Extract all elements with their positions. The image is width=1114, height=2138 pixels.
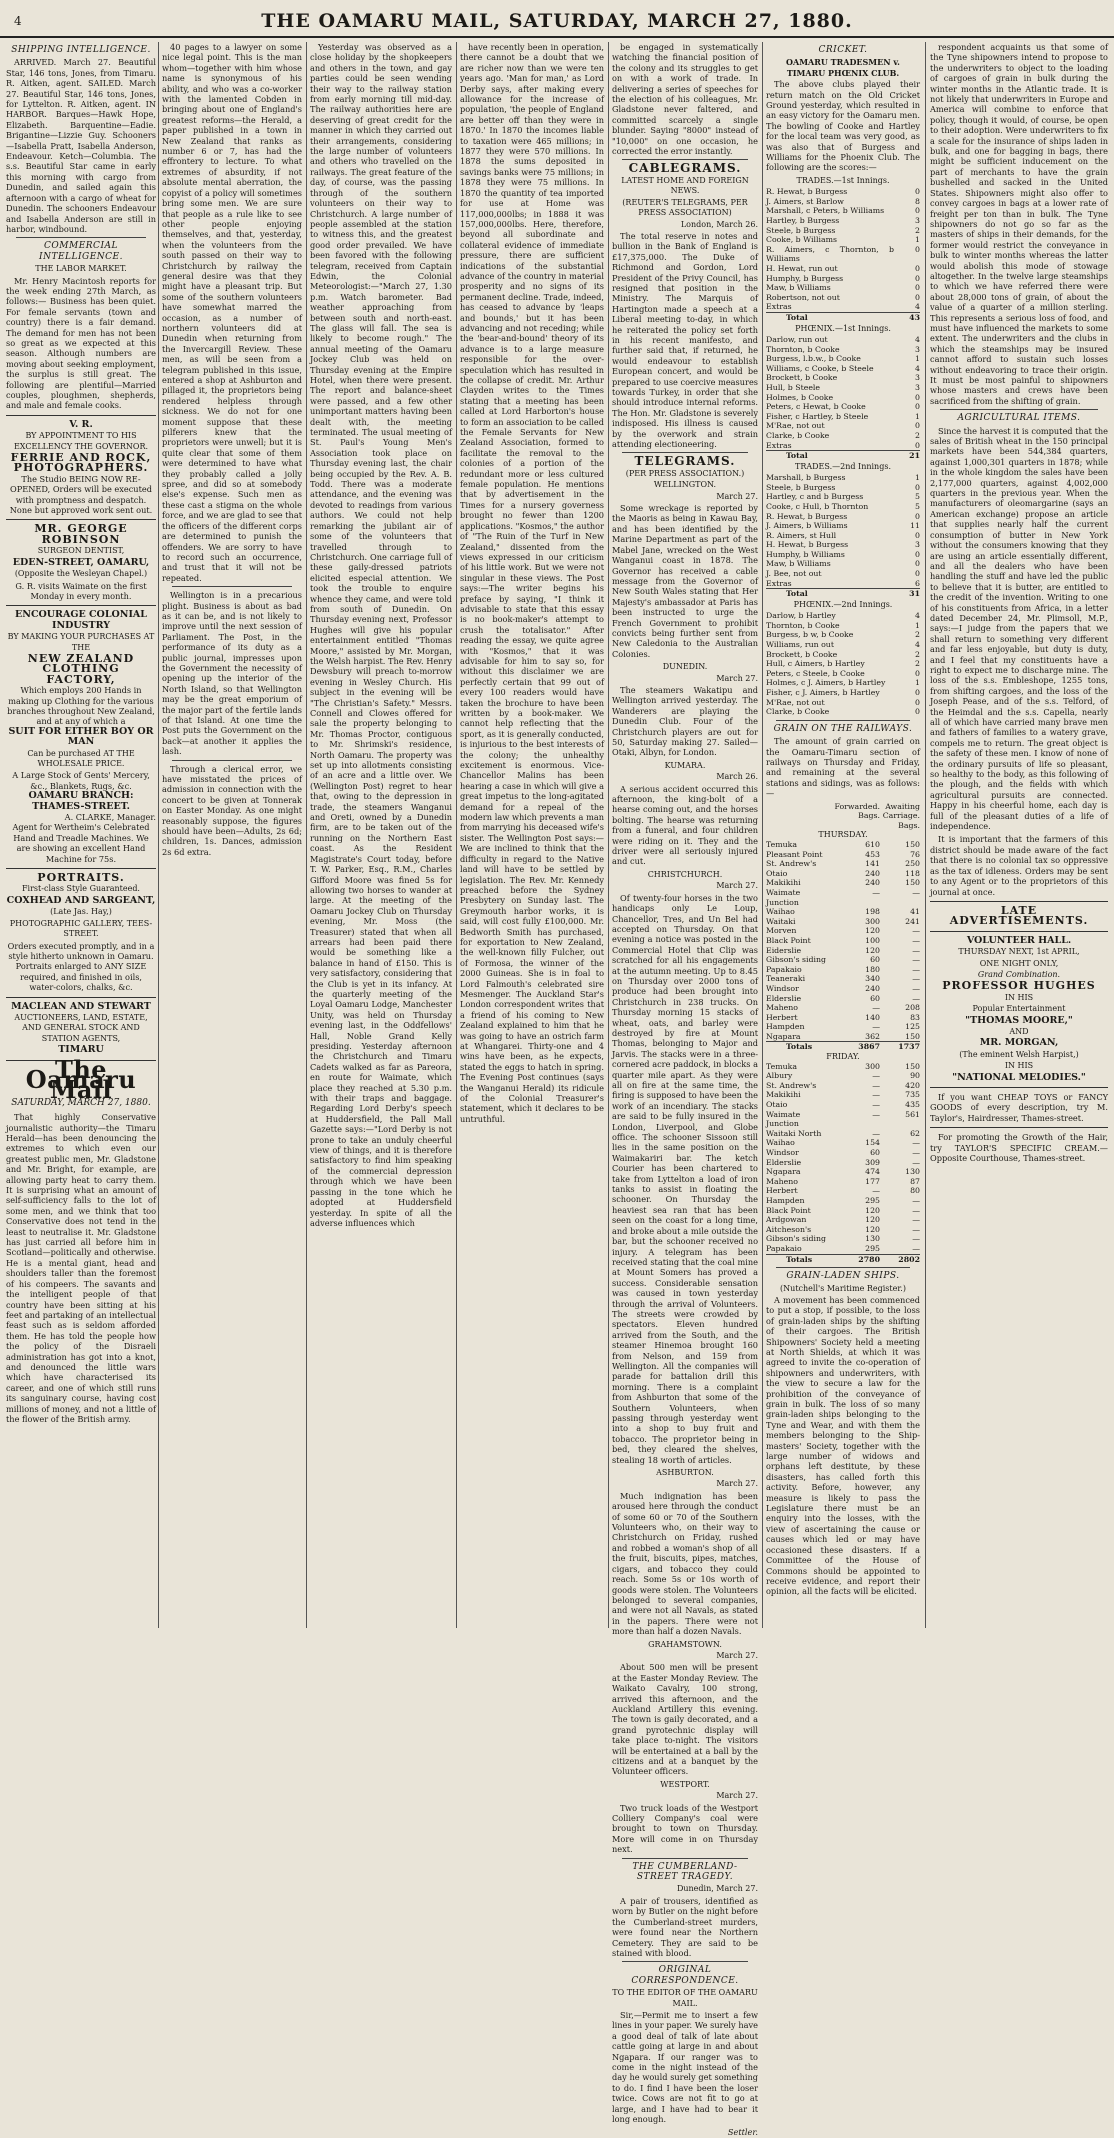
commercial-heading: COMMERCIAL INTELLIGENCE. <box>39 241 123 262</box>
scorecard-row: Extras 0 <box>766 440 920 450</box>
grain-row: Gibson's siding 130 — <box>766 1234 920 1244</box>
dunedin-body: The steamers Wakatipu and Wellington arrived yesterday. The Wanderers are playing the Dunedin Club. Four of the Christchurch players are out for 50, Saturday making 27. Sailed—Otaki, Albyn, for London. <box>612 684 758 758</box>
grain-row: Teaneraki 340 — <box>766 974 920 984</box>
leader-dateline: SATURDAY, MARCH 27, 1880. <box>11 1097 151 1108</box>
portraits-late: (Late Jas. Hay,) <box>50 907 112 917</box>
performer-name: PROFESSOR HUGHES <box>942 979 1096 993</box>
scorecard-table <box>766 335 920 461</box>
scorecard-row: R. Hewat, b Burgess 0 <box>766 187 920 197</box>
grain-row: Windsor 240 — <box>766 983 920 993</box>
scorecard-row: Darlow, b Hartley 4 <box>766 611 920 621</box>
scorecard-row: Holmes, b Cooke 0 <box>766 392 920 402</box>
column-rule <box>925 42 926 1628</box>
auctioneer-title: AUCTIONEERS, LAND, ESTATE, AND GENERAL STOCK AND STATION AGENTS, <box>14 1012 148 1043</box>
portraits-style: First-class Style Guaranteed. <box>22 884 140 894</box>
westport-heading: WESTPORT. <box>660 1779 710 1789</box>
clothing-body: Which employs 200 Hands in making up Clothing for the various branches throughout New Zealand, and at any of which a <box>7 685 155 727</box>
scorecard-row: Robertson, not out 0 <box>766 292 920 302</box>
grain-row: Ngapara 362 150 <box>766 1031 920 1041</box>
column-rule <box>306 42 307 1628</box>
divider <box>6 519 156 520</box>
entertainment-title: "THOMAS MOORE," <box>965 1014 1073 1026</box>
newspaper-flag: The Oamaru Mail <box>25 1054 137 1105</box>
ashburton-date: March 27. <box>716 1479 758 1489</box>
divider <box>930 931 1108 932</box>
divider <box>940 409 1098 410</box>
scorecard-row: Holmes, c J. Aimers, b Hartley 1 <box>766 678 920 688</box>
grain-row: Waihao 154 — <box>766 1138 920 1148</box>
grain-row: Temuka 300 150 <box>766 1061 920 1071</box>
tragedy-body: A pair of trousers, identified as worn by Butler on the night before the Cumberland-street murders, were found near the Northern Cemetery. They are said to be stained with blood. <box>612 1895 758 1958</box>
grain-row: Hampden 295 — <box>766 1195 920 1205</box>
dentist-title: SURGEON DENTIST, <box>37 546 125 556</box>
scorecard-row: Thornton, b Cooke 1 <box>766 620 920 630</box>
photographer-ad <box>6 420 156 516</box>
telegrams-heading: TELEGRAMS. <box>634 454 736 469</box>
dentist-name: MR. GEORGE ROBINSON <box>34 522 128 546</box>
scorecard-row: Peters, c Steele, b Cooke 0 <box>766 668 920 678</box>
news-continued: be engaged in systematically watching the financial position of the colony and its struggles to get on with a work of trade. In delivering a series of speeches for the election of his colleagues, Mr. Gladstone never faltered, and committed scarcely a single blunder. Saying "8000" instead of "10,000" on one occasion, he corrected the error instantly. <box>612 42 758 157</box>
column-4 <box>460 42 604 1628</box>
scorecard-row: Brockett, b Cooke 3 <box>766 373 920 383</box>
scorecard-row: Marshall, c Peters, b Williams 0 <box>766 206 920 216</box>
grain-row: Otaio 240 118 <box>766 868 920 878</box>
agricultural-body: Since the harvest it is computed that the sales of British wheat in the 150 principal markets have been 544,384 quarters, against 1,000,301 quarters in 1878; while in the whole kingdom the sales have been 2,177,000 quarters, against 4,002,000 quarters in the previous year. When the manufacturers of oleomargarine (says an American exchange) propose an article that supplies nearly half the current consumption of butter in New York without the consumers knowing that they are using an article essentially different, and all the dealers who have been handling the stuff and have led the public to believe that it is butter, are entitled to the credit of the invention. Writing to one of his constituents from Africa, in a letter dated December 24, Mr. Plimsoll, M.P., says:—I judge from the papers that we shall return to something very different and far less enjoyable, but duty is duty, and I feel that my constituents have a right to expect me to discharge mine. The loss of the s.s. Embleshope, 1255 tons, from shifting cargoes, and the loss of the Joseph Pease, and of the s.s. Telford, of the Heimdal and the s.s. Capella, nearly all of which have carried many brave men and fathers of families to a watery grave, compels me to return. The great object is the safety of these men. I know of none of the ordinary pursuits of life so pleasant, so healthy to the body, as this following of the plough, and the fields with which agricultural pursuits are connected. Happy in his cheerful home, each day is full of the pleasant duties of a life of independence. <box>930 425 1108 832</box>
royal-appointment: BY APPOINTMENT TO HIS EXCELLENCY THE GOVERNOR. <box>13 431 149 451</box>
scorecard-row: H. Hewat, b Burgess 3 <box>766 540 920 550</box>
scorecard-table <box>766 611 920 717</box>
grain-railways-heading: GRAIN ON THE RAILWAYS. <box>773 723 913 734</box>
divider <box>6 997 156 998</box>
wellington-body: Some wreckage is reported by the Maoris as being in Kawau Bay, and has been identified by the Marine Department as part of the Mabel Jane, wrecked on the West Wanganui coast in 1878. The Governor has received a cable message from the Governor of New South Wales stating that Her Majesty's ambassador at Paris has been instructed to urge the French Government to prohibit convicts being further sent from New Caledonia to the Australian Colonies. <box>612 503 758 659</box>
scorecard-row: Thornton, b Cooke 3 <box>766 344 920 354</box>
divider <box>622 1961 748 1962</box>
scorecard-row: Extras 6 <box>766 578 920 588</box>
scorecard-row: Humphy, b Williams 0 <box>766 549 920 559</box>
christchurch-date: March 27. <box>716 881 758 891</box>
toys-ad: If you want CHEAP TOYS or FANCY GOODS of every description, try M. Taylor's, Hairdresser, Thames-street. <box>930 1092 1108 1123</box>
ashburton-body: Much indignation has been aroused here through the conduct of some 60 or 70 of the Southern Volunteers who, on their way to Christchurch on Friday, rushed and robbed a woman's shop of all the fruit, biscuits, pipes, matches, cigars, and tobacco they could reach. Some 5s or 10s worth of goods were stolen. The Volunteers belonged to several companies, and were not all Navals, as stated in the papers. There were not more than half a dozen Navals. <box>612 1490 758 1637</box>
grain-row: Black Point 100 — <box>766 935 920 945</box>
agricultural-note: It is important that the farmers of this district should be made aware of the fact that there is no colonial tax so oppressive as the tax of idleness. Orders may be sent to any Agent or to the proprietors of this journal at once. <box>930 834 1108 897</box>
column-rule <box>158 42 159 1628</box>
grain-row: Papakaio 295 — <box>766 1243 920 1253</box>
grahamstown-heading: GRAHAMSTOWN. <box>648 1639 722 1649</box>
leader-body: That highly Conservative journalistic authority—the Timaru Herald—has been denouncing the extremes to which even our greatest public men, Mr. Gladstone and Mr. Bright, for example, are allowing party heat to carry them. It is surprising what an amount of self-sufficiency falls to the lot of some men, and we think that too Conservative does not tend in the least to neutralise it. Mr. Gladstone has just carried all before him in Scotland—politically and otherwise. He is a mental giant, head and shoulders taller than the foremost of his compeers. The savants and the intelligent people of that country have been sitting at his feet and partaking of an intellectual feast such as is seldom afforded them. He has told the people how the policy of the Disraeli administration has got into a knot, and denounced the little wars which have characterised its career, and one of which still runs its sanguinary course, having cost millions of money, and not a little of the flower of the British army. <box>6 1112 156 1424</box>
scorecard-row: Darlow, run out 4 <box>766 335 920 344</box>
scorecard-row: Hartley, c and b Burgess 5 <box>766 492 920 502</box>
column-3 <box>310 42 452 1628</box>
divider <box>172 760 292 761</box>
grain-row: Ardgowan 120 — <box>766 1215 920 1225</box>
grain-row: Hampden — 125 <box>766 1022 920 1032</box>
grain-row: Temuka 610 150 <box>766 840 920 849</box>
dentist-street: EDEN-STREET, OAMARU, <box>12 556 150 568</box>
scorecard-row: J. Bee, not out 0 <box>766 569 920 579</box>
grain-row: Maheno — 208 <box>766 1003 920 1013</box>
grain-row: Waihao 198 41 <box>766 907 920 917</box>
scorecard-row: Steele, b Burgess 0 <box>766 482 920 492</box>
scorecard-row: Extras 4 <box>766 302 920 312</box>
grain-row: St. Andrew's — 420 <box>766 1080 920 1090</box>
westport-date: March 27. <box>716 1791 758 1801</box>
grain-row: Waitaki 300 241 <box>766 916 920 926</box>
scorecard-row: Steele, b Burgess 2 <box>766 225 920 235</box>
divider <box>172 586 292 587</box>
divider <box>622 452 748 453</box>
grain-row: Aitcheson's 120 — <box>766 1224 920 1234</box>
grain-row: Elderslie 60 — <box>766 993 920 1003</box>
wellington-paragraph: Wellington is in a precarious plight. Business is about as bad as it can be, and is not likely to improve until the next session of Parliament. The Post, in the performance of its duty as a public journal, impresses upon the Government the necessity of opening up the interior of the North Island, so that Wellington may be the great emporium of the major part of the fertile lands of that Island. At one time the Post puts the Government on the back—at another it applies the lash. <box>162 590 302 757</box>
grain-ships-body: A movement has been commenced to put a stop, if possible, to the loss of grain-laden ships by the shifting of their cargoes. The British Shipowners' Society held a meeting at North Shields, at which it was agreed to invite the co-operation of shipowners and underwriters, with the view to secure a law for the prohibition of the conveyance of grain in bulk. The loss of so many grain-laden ships belonging to the Tyne and Wear, and with them the members belonging to the Ship-masters' Society, together with the large number of widows and orphans left destitute, by these disasters, has called forth this activity. Before, however, any measure is likely to pass the Legislature there must be an enquiry into the losses, with the view of ascertaining the cause or causes which led or may have occasioned these disasters. If a Committee of the House of Commons should be appointed to receive evidence, and report their opinion, all the facts will be elicited. <box>766 1294 920 1597</box>
grain-table: Forwarded. Bags. Awaiting Carriage. Bags. THURSDAY. Temuka 610 150 Pleasant Point 453 76 St. Andrew's 141 250 Otaio 240 118 Makikihi 240 150 Waimate Junction — — Waihao 198 41 Waitaki 300 241 Morven 120 — Black Point 100 — Eiderslie 120 — Gibson's siding 60 — Papakaio 180 — Teaneraki 340 — Windsor 240 — Elderslie 60 — Maheno — 208 Herbert 140 83 Hampden — 125 Ngapara 362 150 Totals 3867 1737 FRIDAY. Temuka 300 150 Albury — 90 St. Andrew's — 420 Makikihi — 735 Otaio — 435 Waimate Junction — 561 Waitaki North — 62 Waihao 154 — Windsor 60 — Elderslie 309 — Ngapara 474 130 Maheno 177 87 Herbert — 80 Hampden 295 — Black Point 120 — Ardgowan 120 — Aitcheson's 120 — Gibson's siding 130 — Papakaio 295 — Totals 2780 2802 <box>766 801 920 1264</box>
harpist-description: (The eminent Welsh Harpist,) <box>959 1049 1079 1059</box>
westport-body: Two truck loads of the Westport Colliery Company's coal were brought to town on Thursday. More will come in on Thursday next. <box>612 1802 758 1855</box>
grain-row: Black Point 120 — <box>766 1205 920 1215</box>
grain-row: St. Andrew's 141 250 <box>766 859 920 869</box>
cablegrams-dateline: London, March 26. <box>680 219 758 229</box>
clothing-suit: SUIT FOR EITHER BOY OR MAN <box>8 725 154 748</box>
auctioneer-town: TIMARU <box>58 1044 104 1056</box>
grahamstown-date: March 27. <box>716 1650 758 1660</box>
scorecard-row: Hartley, b Burgess 3 <box>766 216 920 226</box>
column-1 <box>6 42 156 1628</box>
error-paragraph: Through a clerical error, we have misstated the prices of admission in connection with the concert to be given at Tonnerak on Easter Monday. As one might reasonably suppose, the figures should have been—Adults, 2s 6d; children, 1s. Dances, admission 2s 6d extra. <box>162 763 302 857</box>
scorecard-row: Cooke, c Hull, b Thornton 5 <box>766 501 920 511</box>
column-7 <box>930 42 1108 1628</box>
dunedin-heading: DUNEDIN. <box>662 662 708 672</box>
divider <box>930 1087 1108 1088</box>
divider <box>16 237 146 238</box>
divider <box>930 901 1108 902</box>
cablegrams-subheading: LATEST HOME AND FOREIGN NEWS. <box>621 175 749 196</box>
venue: VOLUNTEER HALL. <box>966 934 1072 946</box>
grain-row: Papakaio 180 — <box>766 964 920 974</box>
grain-row: Windsor 60 — <box>766 1148 920 1157</box>
wellington-date: March 27. <box>716 491 758 501</box>
hair-cream-ad: For promoting the Growth of the Hair, try TAYLOR'S SPECIFIC CREAM.—Opposite Courthouse, Thames-street. <box>930 1132 1108 1164</box>
portraits-heading: PORTRAITS. <box>37 871 125 885</box>
grain-row: Gibson's siding 60 — <box>766 955 920 965</box>
scorecard-row: Burgess, b w, b Cooke 2 <box>766 630 920 640</box>
grain-railways-body: The amount of grain carried on the Oamaru-Timaru section of railways on Thursday and Friday, and remaining at the several stations and sidings, was as follows:— <box>766 736 920 799</box>
grain-row: Ngapara 474 130 <box>766 1167 920 1177</box>
grain-row: Herbert — 80 <box>766 1186 920 1196</box>
photographer-name: FERRIE AND ROCK, PHOTOGRAPHERS. <box>10 451 152 475</box>
innings-heading: PHŒNIX.—2nd Innings. <box>793 599 893 609</box>
grain-row: Otaio — 435 <box>766 1100 920 1110</box>
melodies-title: "NATIONAL MELODIES." <box>952 1071 1086 1083</box>
scorecard-row: Clarke, b Cooke 0 <box>766 707 920 717</box>
clothing-manager: A. CLARKE, Manager. <box>64 812 156 823</box>
divider <box>6 605 156 606</box>
column-rule <box>456 42 457 1628</box>
dentist-note: (Opposite the Wesleyan Chapel.) <box>14 569 148 579</box>
dentist-ad <box>6 524 156 601</box>
auctioneer-ad <box>6 1002 156 1056</box>
scorecard-row: Peters, c Hewat, b Cooke 0 <box>766 402 920 412</box>
grain-row: Pleasant Point 453 76 <box>766 849 920 859</box>
clothing-by: BY MAKING YOUR PURCHASES AT THE <box>7 632 155 652</box>
scorecard-row: Humphy, b Burgess 0 <box>766 273 920 283</box>
scorecard-total: Total 43 <box>766 313 920 323</box>
grain-row: Morven 120 — <box>766 926 920 936</box>
divider <box>622 159 748 160</box>
scorecard-row: Williams, run out 4 <box>766 640 920 650</box>
scorecard-row: Williams, c Cooke, b Steele 4 <box>766 363 920 373</box>
portraits-gallery: PHOTOGRAPHIC GALLERY, TEES-STREET. <box>9 918 153 939</box>
kumara-date: March 26. <box>716 772 758 782</box>
scorecard-row: R. Aimers, c Thornton, b Williams 0 <box>766 244 920 264</box>
grain-row: Herbert 140 83 <box>766 1012 920 1022</box>
divider <box>930 1127 1108 1128</box>
scorecard-row: M'Rae, not out 0 <box>766 697 920 707</box>
labor-body: Mr. Henry Macintosh reports for the week ending 27th March, as follows:— Business has been quiet. For female servants (town and country) there is a fair demand. The demand for men has not been so great as we expected at this season. Although numbers are moving about seeking employment, the surplus is still great. The following are plentiful—Married couples, ploughmen, shepherds, and male and female cooks. <box>6 275 156 411</box>
tragedy-heading: THE CUMBERLAND-STREET TRAGEDY. <box>632 1861 738 1883</box>
event-night: ONE NIGHT ONLY, <box>979 958 1059 968</box>
clothing-name: NEW ZEALAND CLOTHING FACTORY, <box>27 651 135 686</box>
grain-row: Waitaki North — 62 <box>766 1128 920 1138</box>
kumara-heading: KUMARA. <box>664 760 706 770</box>
divider <box>776 1267 910 1268</box>
labor-heading: THE LABOR MARKET. <box>35 264 127 274</box>
scorecard-row: Hull, b Steele 3 <box>766 382 920 392</box>
scorecard-row: R. Aimers, st Hull 0 <box>766 530 920 540</box>
local-news-body: Yesterday was observed as a close holiday by the shopkeepers and others in the town, and gay parties could be seen wending their way to the railway station from early morning till mid-day. The railway authorities here are deserving of great credit for the manner in which they carried out their arrangements, considering the large number of volunteers and others who travelled on the railways. The great feature of the day, of course, was the passing through of the southern volunteers on their way to Christchurch. A large number of people assembled at the station to witness this, and the greatest good order prevailed. We have been favored with the following telegram, received from Captain Edwin, the Colonial Meteorologist:—"March 27, 1.30 p.m. Watch barometer. Bad weather approaching from between south and north-east. The glass will fall. The sea is likely to become rough." The annual meeting of the Oamaru Jockey Club was held on Thursday evening at the Empire Hotel, when there were present. The report and balance-sheet were passed, and a few other unimportant matters having been dealt with, the meeting terminated. The usual meeting of St. Paul's Young Men's Association took place on Thursday evening last, the chair being occupied by the Rev. A. B. Todd. There was a moderate attendance, and the evening was devoted to readings from various authors. We could not help remarking the jubilant air of some of the volunteers that travelled through to Christchurch. One carriage full of these gaily-dressed patriots elicited especial attention. We took the trouble to enquire whence they came, and were told from south of Dunedin. On Thursday evening next, Professor Hughes will give his popular entertainment entitled "Thomas Moore," assisted by Mr. Morgan, the Welsh harpist. The Rev. Henry Dewsbury will preach to-morrow evening in Wesley Church. His subject in the evening will be "The Christian's Safety." Messrs. Connell and Clowes offered for sale the property belonging to Mr. Thomas Proctor, contiguous to Mr. Shrimski's residence, North Oamaru. The property was set up into allotments consisting of an acre and a little over. We (Wellington Post) regret to hear that, owing to the depression in trade, the steamers Wanganui and Oreti, owned by a Dunedin firm, are to be taken out of the running on the Northern East coast. As the Resident Magistrate's Court today, before T. W. Parker, Esq., R.M., Charles Gifford Moore was fined 5s for allowing two horses to wander at large. At the meeting of the Oamaru Jockey Club on Thursday evening, Mr. Moss (the Treasurer) stated that when all arrears had been paid there would be something like a balance in hand of £150. This is very satisfactory, considering that the Club is yet in its infancy. At the quarterly meeting of the Loyal Oamaru Lodge, Manchester Unity, was held on Thursday evening last, in the Oddfellows' Hall, Noble Grand Kelly presiding. Yesterday afternoon the Christchurch and Timaru Cadets walked as far as Pareora, en route for Waimate, which place they reached at 5.30 p.m. with their traps and baggage. Regarding Lord Derby's speech at Huddersfield, the Pall Mall Gazette says:—"Lord Derby is not prone to take an unduly cheerful view of things, and it is therefore satisfactory to find him speaking of the commercial depression through which we have been passing in the tone which he adopted at Huddersfield yesterday. In spite of all the adverse influences which <box>310 42 452 1228</box>
scorecard-row: Burgess, l.b.w., b Cooke 1 <box>766 354 920 364</box>
scorecard-row: Maw, b Williams 0 <box>766 283 920 293</box>
portraits-body: Orders executed promptly, and in a style hitherto unknown in Oamaru. Portraits enlarged to ANY SIZE required, and finished in oils, water-colors, chalks, &c. <box>7 940 155 993</box>
harpist-name: MR. MORGAN, <box>979 1037 1059 1049</box>
christchurch-body: Of twenty-four horses in the two handicaps only Le Loup, Chancellor, Tres, and Un Bel had accepted on Thursday. On that evening a notice was posted in the Commercial Hotel that Clip was scratched for all his engagements at the autumn meeting. Up to 8.45 on Thursday over 2000 tons of produce had been brought into Christchurch in 238 trucks. On Thursday morning 15 stacks of wheat, oats, and barley were destroyed by fire at Mount Thomas, belonging to Major and Jarvis. The stacks were in a three-cornered acre paddock, in blocks a quarter mile apart. As they were all on fire at the same time, the firing is supposed to have been the work of an incendiary. The stacks are said to be fully insured in the London, Liverpool, and Globe office. The schooner Sissoon still lies in the same position on the Waimakariri bar. The ketch Courier has been chartered to take from Lyttelton a load of iron tanks to assist in floating the schooner. On Thursday the heaviest sea ran that has been seen on the coast for a long time, and broke about a mile outside the bar, but the schooner received no injury. A telegram has been received stating that the coal mine at Mount Somers has proved a success. Considerable sensation was caused in town yesterday through the arrival of Volunteers. The streets were crowded by spectators. Eleven hundred arrived from the South, and the steamer Hinemoa brought 160 from Nelson, and 159 from Wellington. All the companies will parade for battalion drill this morning. There is a complaint from Ashburton that some of the Southern Volunteers, when passing through yesterday went into a shop to buy fruit and tobacco. The proprietor being in bed, they cleared the shelves, stealing 18 worth of articles. <box>612 892 758 1465</box>
column-5 <box>612 42 758 2138</box>
clothing-agent: Agent for Wertheim's Celebrated Hand and Treadle Machines. We are showing an excellent Hand Machine for 75s. <box>12 822 150 864</box>
scorecard-row: Maw, b Williams 0 <box>766 559 920 569</box>
grain-row: Maheno 177 87 <box>766 1176 920 1186</box>
cablegrams-heading: CABLEGRAMS. <box>628 161 742 176</box>
portraits-ad <box>6 873 156 992</box>
divider <box>6 868 156 869</box>
column-rule <box>762 42 763 1628</box>
grain-row: Eiderslie 120 — <box>766 945 920 955</box>
grain-ships-continued: respondent acquaints us that some of the Tyne shipowners intend to propose to the underwriters to object to the loading of cargoes of grain in bulk during the winter months in the Atlantic trade. It is not likely that underwriters in Europe and America will combine to enforce that policy, though it would, of course, be open to their adoption. Were underwriters to fix a scale for the insurance of ships laden in bulk, and one for bagging in bags, there might be sufficient inducement on the part of merchants to have the grain bushelled and sacked in the United States. Shipowners might also offer to convey cargoes in bags at a lower rate of freight per ton than in bulk. The Tyne shipowners do not go so far as the masters of ships in their demands, for the former would restrict the conveyance in bulk to winter months whereas the latter would abolish this mode of stowage altogether. In the twelve large steamships to which we have referred there were about 28,000 tons of grain, of about the value of a quarter of a million sterling. This represents a serious loss of food, and must have influenced the markets to some extent. The underwriters and the clubs in which the steamships may be insured cannot afford to sustain such losses without endeavoring to trace their origin. It must be most painful to shipowners whose masters and crews have been sacrificed from the shifting of grain. <box>930 42 1108 406</box>
grain-table-header: Forwarded. Bags. Awaiting Carriage. Bags. <box>834 801 920 830</box>
kumara-body: A serious accident occurred this afternoon, the king-bolt of a hearse coming out, and the horses bolting. The hearse was returning from a funeral, and four children were riding on it. They and the driver were all seriously injured and cut. <box>612 783 758 867</box>
clothing-ad <box>6 610 156 864</box>
innings-heading: TRADES.—1st Innings. <box>796 175 890 185</box>
grain-total: Totals 2780 2802 <box>766 1254 920 1264</box>
grain-ships-heading: GRAIN-LADEN SHIPS. <box>786 1271 900 1282</box>
correspondence-heading: ORIGINAL CORRESPONDENCE. <box>631 1965 739 1986</box>
and-text: AND <box>1009 1026 1029 1036</box>
scorecard-row: Brockett, b Cooke 2 <box>766 649 920 659</box>
grahamstown-body: About 500 men will be present at the Easter Monday Review. The Waikato Cavalry, 100 strong, arrived this afternoon, and the Auckland Artillery this evening. The town is gaily decorated, and a grand pyrotechnic display will take place to-night. The visitors will be entertained at a ball by the citizens and at a banquet by the Volunteer officers. <box>612 1662 758 1777</box>
shipping-heading: SHIPPING INTELLIGENCE. <box>11 45 151 55</box>
scorecard-row: M'Rae, not out 0 <box>766 421 920 431</box>
in-his: IN HIS <box>1004 992 1034 1002</box>
column-2 <box>162 42 302 1628</box>
correspondence-body: Sir,—Permit me to insert a few lines in your paper. We surely have a good deal of talk of late about cattle going at large in and about Ngapara. If our ranger was to come in the night instead of the day he would surely get something to do. I find I have been the loser twice. Cows are not fit to go at large, and I have had to bear it long enough. <box>612 2009 758 2124</box>
scorecard-row: Hull, c Aimers, b Hartley 2 <box>766 659 920 669</box>
late-ads-heading: LATE ADVERTISEMENTS. <box>949 903 1089 928</box>
royal-crest: V. R. <box>69 418 93 430</box>
scorecard-table <box>766 187 920 322</box>
innings-heading: PHŒNIX.—1st Innings. <box>795 323 891 333</box>
cablegrams-body: The total reserve in notes and bullion in the Bank of England is £17,375,000. The Duke of Richmond and Gordon, Lord President of the Privy Council, has resigned that position in the Ministry. The Marquis of Hartington made a speech at a Liberal meeting to-day, in which he reiterated the policy set forth in his recent manifesto, and further said that, if returned, he would endeavour to establish European concert, and would be prepared to use coercive measures towards Turkey, in order that she should introduce internal reforms. The Hon. Mr. Gladstone is severely indisposed. His illness is caused by the overwork and strain attending electioneering. <box>612 230 758 450</box>
clothing-heading: ENCOURAGE COLONIAL INDUSTRY <box>15 609 147 631</box>
wellington-heading: WELLINGTON. <box>653 480 717 490</box>
popular-entertainment: Popular Entertainment <box>972 1004 1066 1014</box>
photographer-body: The Studio BEING NOW RE-OPENED, Orders will be executed with promptness and despatch. None but approved work sent out. <box>9 473 153 516</box>
column-rule <box>608 42 609 1628</box>
grain-row: Makikihi 240 150 <box>766 878 920 888</box>
local-news-continued: have recently been in operation, there cannot be a doubt that we are richer now than we were ten years ago. 'Man for man,' as Lord Derby says, after making every allowance for the increase of population, 'the people of England are better off than they were in 1870.' In 1870 the incomes liable to taxation were 465 millions; in 1877 they were 570 millions. In 1878 the sums deposited in savings banks were 75 millions; in 1878 they were 75 millions. In 1870 the quantity of tea imported for use at Home was 117,000,000lbs; in 1888 it was 157,000,000lbs. Here, therefore, beyond all subordinate and collateral evidence of immediate pressure, there are sufficient indications of the substantial advance of the country in material prosperity and no signs of its permanent decline. Trade, indeed, has ceased to advance by 'leaps and bounds,' but it has been advancing and not receding; while the 'bear-and-bound' theory of its advance is to a large measure responsible for the over-speculation which has resulted in the collapse of credit. Mr. Arthur Clayden writes to the Times stating that a meeting has been called at Lord Harborton's house to form an association to be called the Female Servants for New Zealand Association, formed to facilitate the removal to the colonies of a portion of the redundant more or less cultured female population. He mentions that by advertisement in the Times for a nursery governess brought no fewer than 1200 applications. "Kosmos," the author of "The Ruin of the Turf in New Zealand," dissented from the views expressed in our criticism of his little work. But we were not singular in these views. The Post says:—The writer begins his preface by saying, "I think it advisable to state that this essay is no book-maker's attempt to crush the totalisator." After reading the essay, we quite agree with "Kosmos," that it was advisable for him to say so, for without this disclaimer we are perfectly certain that 99 out of every 100 readers would have taken the brochure to have been written by a book-maker. We cannot help reflecting that the sport, as it is generally conducted, is injurious to the best interests of the colony; the unhealthy excitement is enormous. Vice-Chancellor Malins has been hearing a case in which will give a great impetus to the long-agitated demand for a repeal of the modern law which prevents a man from marrying his deceased wife's sister. The Wellington Post says:—We are inclined to think that the difficulty in regard to the Native land will have to be settled by legislation. The Rev. Mr. Kennedy preached before the Sydney Presbytery on Sunday last. The Greymouth harbor works, it is said, will cost fully £100,000. Mr. Bedworth Smith has purchased, for exportation to New Zealand, the well-known filly Fulcher, out of Formosa, the winner of the 2000 Guineas. She is in foal to Lord Falmouth's celebrated sire Mesmenger. The Auckland Star's London correspondent writes that a friend of his coming to New Zealand explained to him that he was going to have an ostrich farm at Whangarei. Thirty-one and 4 wins have been, as he expects, stated the eggs to hatch in spring. The Evening Post continues (says the Wanganui Herald) its ridicule of the Colonial Treasurer's statement, which it declares to be untruthful. <box>460 42 604 1124</box>
auctioneer-name: MACLEAN AND STEWART <box>11 1000 151 1012</box>
event-combination: Grand Combination. <box>977 969 1061 979</box>
leader-continued: 40 pages to a lawyer on some nice legal point. This is the man whom—together with him whose name is synonymous of his ability, and who was a co-worker with the lamented Cobden in bringing about one of England's greatest reforms—the Herald, a paper published in a town in New Zealand that ranks as number 6 or 7, has had the effrontery to lecture. To what extremes of absurdity, if not absolute mental aberration, the copyist of a policy will sometimes bring some men. We are sure that people as a rule like to see other people enjoying themselves, and that, yesterday, when the volunteers from the south passed on their way to Christchurch by railway the general desire was that they might have a pleasant trip. But some of the southern volunteers have somewhat marred the occasion, as a number of northern volunteers did at Dunedin when returning from the Invercargill Review. These men, as will be seen from a telegram published in this issue, entered a shop at Ashburton and pillaged it, the proprietors being rendered helpless through sickness. We do not for one moment suppose that these pilferers knew that the proprietors were unwell; but it is quite clear that some of them were determined to have what they probably called a jolly spree, and did so at somebody else's expense. Such men as these cast a stigma on the whole force, and we are glad to see that the officers of the different corps are determined to punish the offenders. We are sorry to have to record such an occurrence, and trust that it will not be repeated. <box>162 42 302 583</box>
grain-ships-agency: (Nutchell's Maritime Register.) <box>780 1283 906 1293</box>
portraits-name: COXHEAD AND SARGEANT, <box>6 894 156 906</box>
scorecard-table <box>766 473 920 599</box>
grain-row: Waimate Junction — — <box>766 887 920 907</box>
cricket-match-title: OAMARU TRADESMEN v. TIMARU PHŒNIX CLUB. <box>786 57 900 78</box>
page-number: 4 <box>14 14 22 28</box>
innings-heading: TRADES.—2nd Innings. <box>795 461 891 471</box>
cablegrams-agency: (REUTER'S TELEGRAMS, PER PRESS ASSOCIATION) <box>622 197 748 218</box>
dunedin-date: March 27. <box>716 673 758 683</box>
cricket-heading: CRICKET. <box>818 45 868 55</box>
clothing-branch: OAMARU BRANCH: THAMES-STREET. <box>28 790 134 812</box>
tragedy-date: Dunedin, March 27. <box>676 1884 758 1894</box>
scorecard-row: Clarke, b Cooke 2 <box>766 430 920 440</box>
grain-row: Waimate Junction — 561 <box>766 1109 920 1129</box>
late-advertisements <box>930 903 1108 1083</box>
scorecard-row: Marshall, b Burgess 1 <box>766 473 920 483</box>
grain-total: Totals 3867 1737 <box>766 1042 920 1052</box>
clothing-stock: A Large Stock of Gents' Mercery, &c., Blankets, Rugs, &c. <box>12 770 150 791</box>
scorecard-row: H. Hewat, run out 0 <box>766 264 920 274</box>
event-date: THURSDAY NEXT, 1st APRIL, <box>958 947 1080 957</box>
cricket-body: The above clubs played their return match on the Old Cricket Ground yesterday, which resulted in an easy victory for the Oamaru men. The bowling of Cooke and Hartley for the local team was very good, as was also that of Burgess and Williams for the Phoenix Club. The following are the scores:— <box>766 79 920 173</box>
christchurch-heading: CHRISTCHURCH. <box>647 869 723 879</box>
clothing-suit-price: Can be purchased AT THE WHOLESALE PRICE. <box>27 748 135 768</box>
dentist-visit: G. R. visits Waimate on the first Monday in every month. <box>15 580 147 601</box>
scorecard-total: Total 21 <box>766 451 920 461</box>
grain-row: Albury — 90 <box>766 1071 920 1081</box>
scorecard-row: J. Aimers, st Barlow 8 <box>766 196 920 206</box>
masthead <box>0 6 1114 38</box>
correspondence-to: TO THE EDITOR OF THE OAMARU MAIL. <box>612 1988 758 2008</box>
scorecard-row: R. Hewat, b Burgess 0 <box>766 511 920 521</box>
divider <box>776 720 910 721</box>
scorecard-row: J. Aimers, b Williams 11 <box>766 521 920 531</box>
scorecard-row: Fisher, c J. Aimers, b Hartley 0 <box>766 688 920 697</box>
grain-row: Makikihi — 735 <box>766 1090 920 1100</box>
correspondence-signoff: Settler. <box>727 2127 758 2138</box>
scorecard-row: Fisher, c Hartley, b Steele 1 <box>766 411 920 421</box>
ashburton-heading: ASHBURTON. <box>656 1468 714 1478</box>
page-title: THE OAMARU MAIL, SATURDAY, MARCH 27, 1880. <box>261 10 853 32</box>
telegrams-agency: (PER PRESS ASSOCIATION.) <box>625 468 745 478</box>
in-his-2: IN HIS <box>1004 1061 1034 1071</box>
grain-row: Elderslie 309 — <box>766 1157 920 1167</box>
agricultural-heading: AGRICULTURAL ITEMS. <box>957 413 1081 424</box>
divider <box>6 415 156 416</box>
scorecard-total: Total 31 <box>766 589 920 599</box>
shipping-body: ARRIVED. March 27. Beautiful Star, 146 tons, Jones, from Timaru. R. Aitken, agent. SAILED. March 27. Beautiful Star, 146 tons, Jones, for Lyttelton. R. Aitken, agent. IN HARBOR. Barques—Hawk Hope, Elizabeth. Barquentine—Eadie. Brigantine—Lizzie Guy. Schooners—Isabella Pratt, Isabella Anderson, Endeavour. Ketch—Columbia. The s.s. Beautiful Star came in early this morning with cargo from Dunedin, and sailed again this afternoon with a cargo of wheat for Dunedin. The schooners Endeavour and Isabella Anderson are still in harbor, windbound. <box>6 57 156 234</box>
scorecard-row: Cooke, b Williams 1 <box>766 235 920 245</box>
column-6 <box>766 42 920 1628</box>
divider <box>622 1858 748 1859</box>
